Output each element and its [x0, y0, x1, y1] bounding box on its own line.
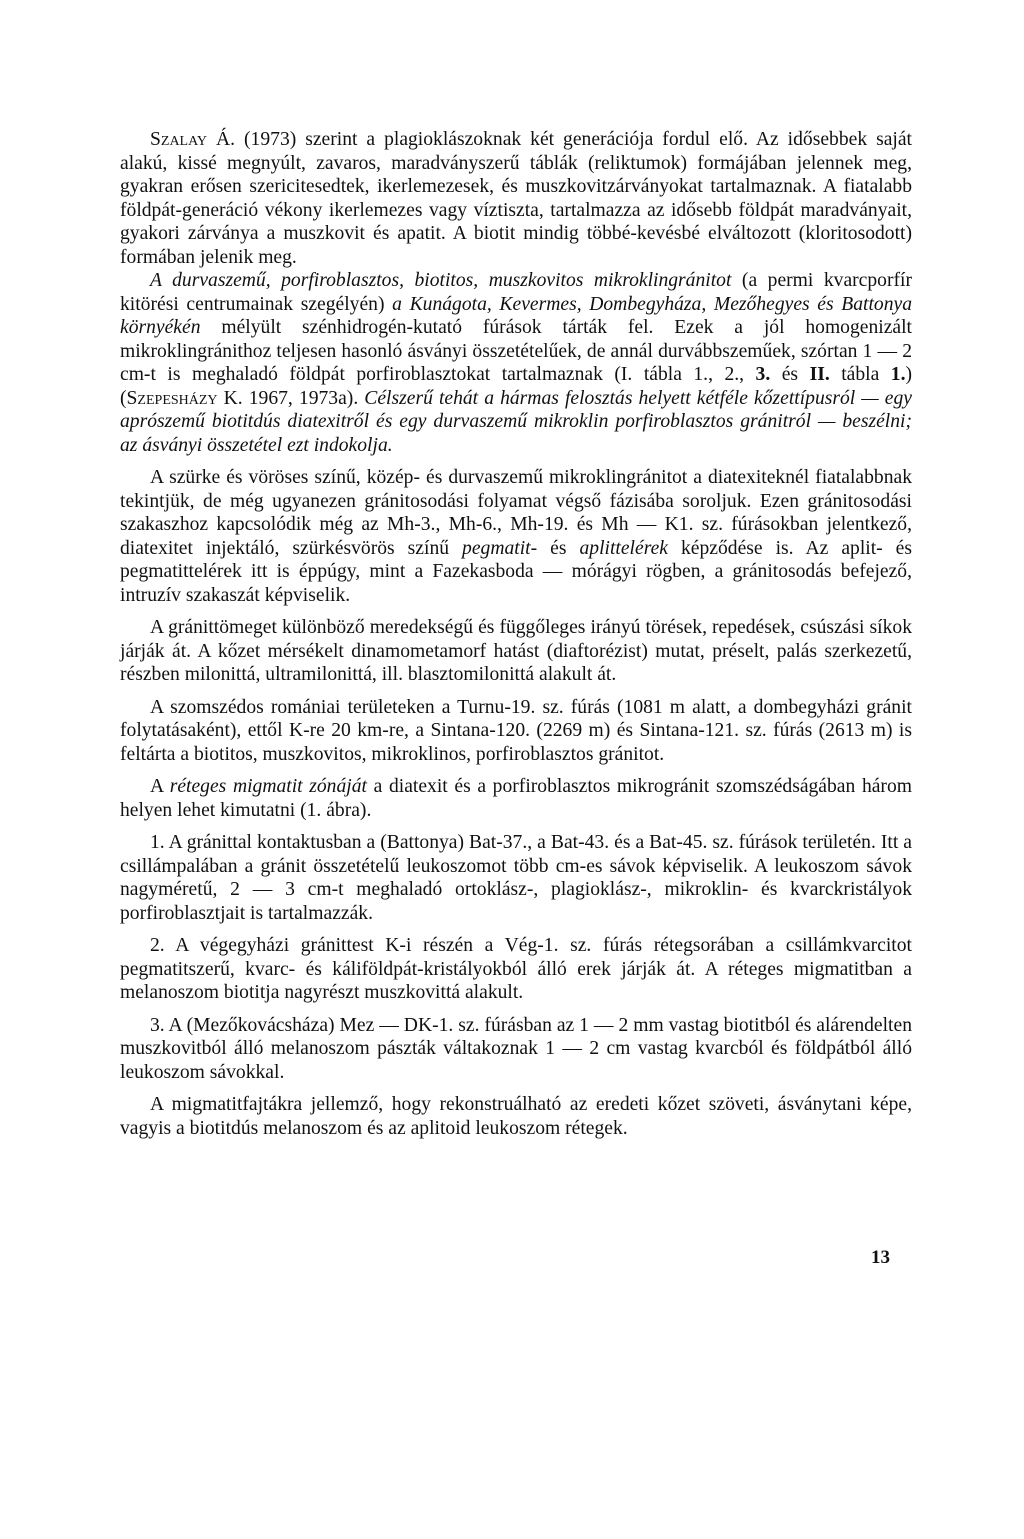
italic-text: aplittelérek — [579, 537, 668, 559]
body-text — [120, 128, 912, 1140]
paragraph-2 — [120, 269, 912, 457]
italic-text: A durvaszemű, porfiroblasztos, biotitos, muszkovitos mikroklingránitot — [150, 270, 732, 291]
paragraph-3 — [120, 466, 912, 607]
bold-text: 3. — [755, 364, 771, 385]
paragraph-text: mélyült szénhidrogén-kutató fúrások tárták fel. Ezek a jól homogenizált mikroklingránithoz teljesen hasonló ásványi összetételűek, de annál durvábbszeműek, szórtan 1 — 2 cm-t is meghaladó földpát porfiroblasztokat tartalmaznak (I. tábla 1., 2., — [120, 317, 912, 385]
bold-text: II. — [809, 364, 830, 385]
bold-text: 1. — [890, 364, 906, 385]
paragraph-text: és — [537, 537, 580, 559]
italic-text: réteges migmatit zónáját — [169, 776, 367, 797]
paragraph-text: képződése is. Az aplit- és pegmatittelérek itt is éppúgy, mint a Fazekasboda — mórágyi rögben, a gránitosodás befejező, intruzív szakaszát képviselik. — [120, 537, 913, 606]
paragraph-text: 1967, 1973a). — [242, 387, 365, 409]
paragraph-text: A szürke és vöröses színű, közép- és durvaszemű mikroklingránitot a diatexiteknél fiatalabbnak tekintjük, de még ugyanezen gránitosodási folyamat végső fázisába soroljuk. Ezen gránitosodási szakaszhoz kapcsolódik még az Mh-3., Mh-6., Mh-19. és Mh — K1. sz. fúrásokban jelentkező, diatexitet injektáló, szürkésvörös színű — [120, 467, 912, 559]
paragraph-text: és — [770, 364, 810, 385]
paragraph-text: A — [150, 776, 170, 797]
page-number: 13 — [871, 1247, 890, 1268]
author-citation: Szepesházy K. — [126, 387, 243, 409]
paragraph-8: 2. A végegyházi gránittest K-i részén a Vég-1. sz. fúrás rétegsorában a csillámkvarcitot pegmatitszerű, kvarc- és káliföldpát-kristályokból álló erek járják át. A réteges migmatitban a melanoszom biotitja nagyrészt muszkovittá alakult. — [120, 935, 912, 1003]
paragraph-text: tábla — [829, 364, 891, 385]
author-citation: Szalay Á. — [150, 129, 236, 150]
paragraph-7: 1. A gránittal kontaktusban a (Battonya) Bat-37., a Bat-43. és a Bat-45. sz. fúrások területén. Itt a csillámpalában a gránit összetételű leukoszomot több cm-es sávok képviselik. A leukoszom sávok nagyméretű, 2 — 3 cm-t meghaladó ortoklász-, plagioklász-, mikroklin- és kvarckristályok porfiroblasztjait is tartalmazzák. — [120, 832, 912, 924]
paragraph-10: A migmatitfajtákra jellemző, hogy rekonstruálható az eredeti kőzet szöveti, ásványtani képe, vagyis a biotitdús melanoszom és az aplitoid leukoszom rétegek. — [120, 1094, 912, 1139]
paragraph-text: (1973) szerint a plagioklászoknak két generációja fordul elő. Az idősebbek saját alakú, kissé megnyúlt, zavaros, maradványszerű táblák (reliktumok) formájában jelennek meg, gyakran erősen szericitesedtek, ikerlemezesek, és muszkovitzárványokat tartalmaznak. A fiatalabb földpát-generáció vékony ikerlemezes vagy víztiszta, tartalmazza az idősebb földpát maradványait, gyakori zárványa a muszkovit és apatit. A biotit mindig többé-kevésbé elváltozott (kloritosodott) formában jelenik meg. — [120, 129, 912, 268]
paragraph-4: A gránittömeget különböző meredekségű és függőleges irányú törések, repedések, csúszási síkok járják át. A kőzet mérsékelt dinamometamorf hatást (diaftorézist) mutat, préselt, palás szerkezetű, részben milonittá, ultramilonittá, ill. blasztomilonittá alakult át. — [120, 617, 912, 685]
italic-text: Célszerű tehát a hármas felosztás helyett kétféle kőzettípusról — egy aprószemű biotitdús diatexitről és egy durvaszemű mikroklin porfiroblasztos gránitról — beszélni; az ásványi összetétel ezt indokolja. — [120, 387, 912, 456]
paragraph-5: A szomszédos romániai területeken a Turnu-19. sz. fúrás (1081 m alatt, a dombegyházi gránit folytatásaként), ettől K-re 20 km-re, a Sintana-120. (2269 m) és Sintana-121. sz. fúrás (2613 m) is feltárta a biotitos, muszkovitos, mikroklinos, porfiroblasztos gránitot. — [120, 696, 912, 765]
italic-text: a Kunágota, Kevermes, Dombegyháza, Mezőhegyes és Battonya környékén — [120, 293, 913, 338]
paragraph-text: (a permi kvarcporfír kitörési centrumainak szegélyén) — [120, 270, 912, 315]
italic-text: pegmatit- — [462, 537, 538, 559]
paragraph-9: 3. A (Mezőkovácsháza) Mez — DK-1. sz. fúrásban az 1 — 2 mm vastag biotitból és alárendelten muszkovitból álló melanoszom pászták váltakoznak 1 — 2 cm vastag kvarcból és földpátból álló leukoszom sávokkal. — [120, 1014, 912, 1083]
paragraph-1 — [120, 128, 912, 269]
paragraph-6 — [120, 775, 912, 822]
paragraph-text: ) ( — [120, 364, 913, 409]
paragraph-text: a diatexit és a porfiroblasztos mikrogránit szomszédságában három helyen lehet kimutatni (1. ábra). — [120, 776, 912, 821]
